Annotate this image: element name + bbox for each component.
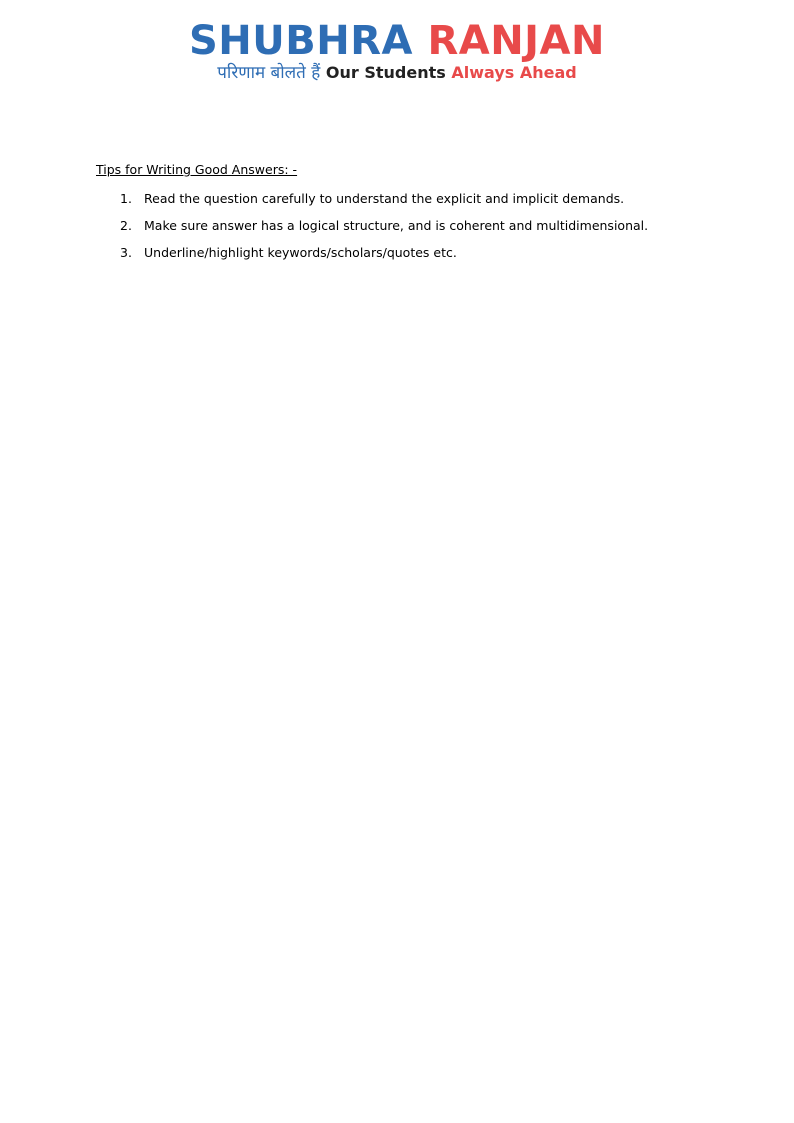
list-item-text: Underline/highlight keywords/scholars/quotes etc. xyxy=(144,245,457,260)
brand-last-name: RANJAN xyxy=(427,18,605,64)
list-item-number: 1. xyxy=(120,191,132,206)
list-item-text: Read the question carefully to understand the explicit and implicit demands. xyxy=(144,191,625,206)
brand-header xyxy=(0,18,794,84)
tagline-hindi: परिणाम बोलते हैं xyxy=(217,63,321,83)
brand-logo xyxy=(0,18,794,64)
list-item xyxy=(96,190,716,217)
tips-heading: Tips for Writing Good Answers: - xyxy=(96,162,298,177)
list-item-text: Make sure answer has a logical structure, and is coherent and multidimensional. xyxy=(144,218,649,233)
brand-tagline xyxy=(0,62,794,84)
list-item-number: 3. xyxy=(120,245,132,260)
list-item xyxy=(96,217,716,244)
tagline-end: Always Ahead xyxy=(451,63,577,82)
list-item-number: 2. xyxy=(120,218,132,233)
tips-section xyxy=(96,160,716,271)
tagline-middle: Our Students xyxy=(325,63,446,82)
brand-first-name: SHUBHRA xyxy=(189,18,413,64)
list-item xyxy=(96,244,716,271)
tips-list xyxy=(96,190,716,271)
